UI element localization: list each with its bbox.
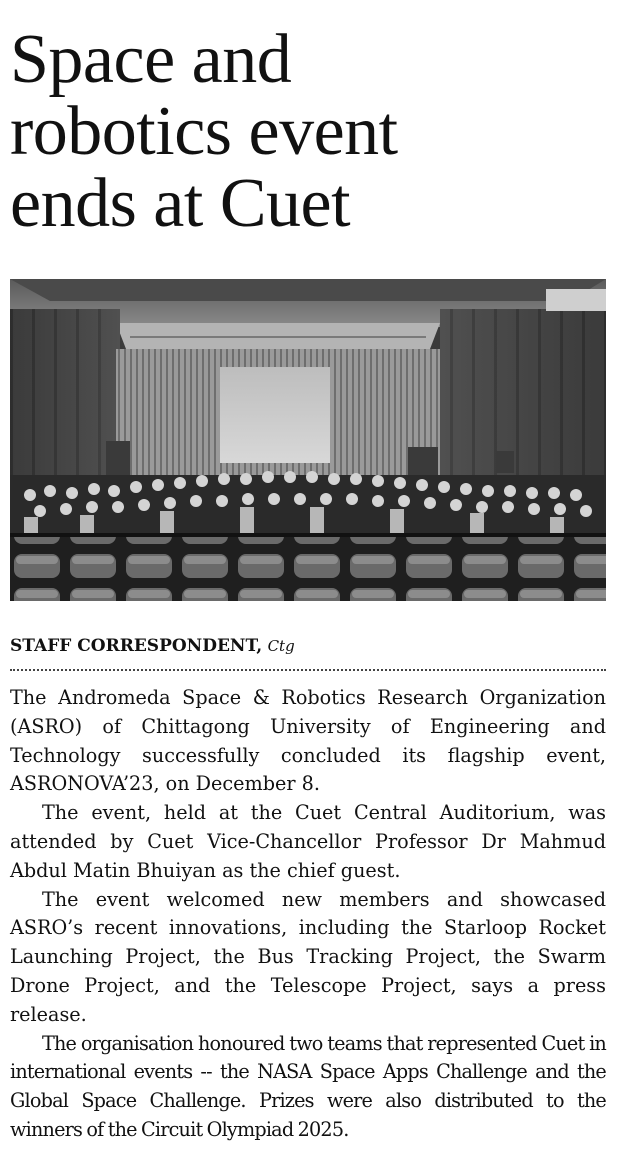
byline	[10, 634, 295, 658]
headline	[10, 21, 610, 242]
byline-location: Ctg	[267, 637, 295, 655]
article-paragraph: The event welcomed new members and showcased ASRO’s recent innovations, including the Starloop Rocket Launching Project, the Bus Tracking Project, the Swarm Drone Project, and the Telescope Project, says a press release.	[10, 887, 606, 1026]
headline-line: Space and	[10, 21, 292, 98]
article-paragraph: The event, held at the Cuet Central Auditorium, was attended by Cuet Vice-Chancellor Professor Dr Mahmud Abdul Matin Bhuiyan as the chief guest.	[10, 801, 606, 882]
headline-line: ends at Cuet	[10, 165, 351, 242]
article-paragraph: The organisation honoured two teams that represented Cuet in international events -- the NASA Space Apps Challenge and the Global Space Challenge. Prizes were also distributed to the winners of the Circuit Olympiad 2025.	[10, 1031, 606, 1141]
headline-line: robotics event	[10, 93, 398, 170]
byline-name: STAFF CORRESPONDENT,	[10, 636, 263, 656]
group-photo	[10, 279, 606, 601]
article-paragraph: The Andromeda Space & Robotics Research Organization (ASRO) of Chittagong University of Engineering and Technology successfully concluded its flagship event, ASRONOVA’23, on December 8.	[10, 686, 606, 796]
auditorium-group-photo	[10, 279, 606, 601]
byline-divider	[10, 669, 606, 671]
article-body	[10, 684, 606, 1145]
